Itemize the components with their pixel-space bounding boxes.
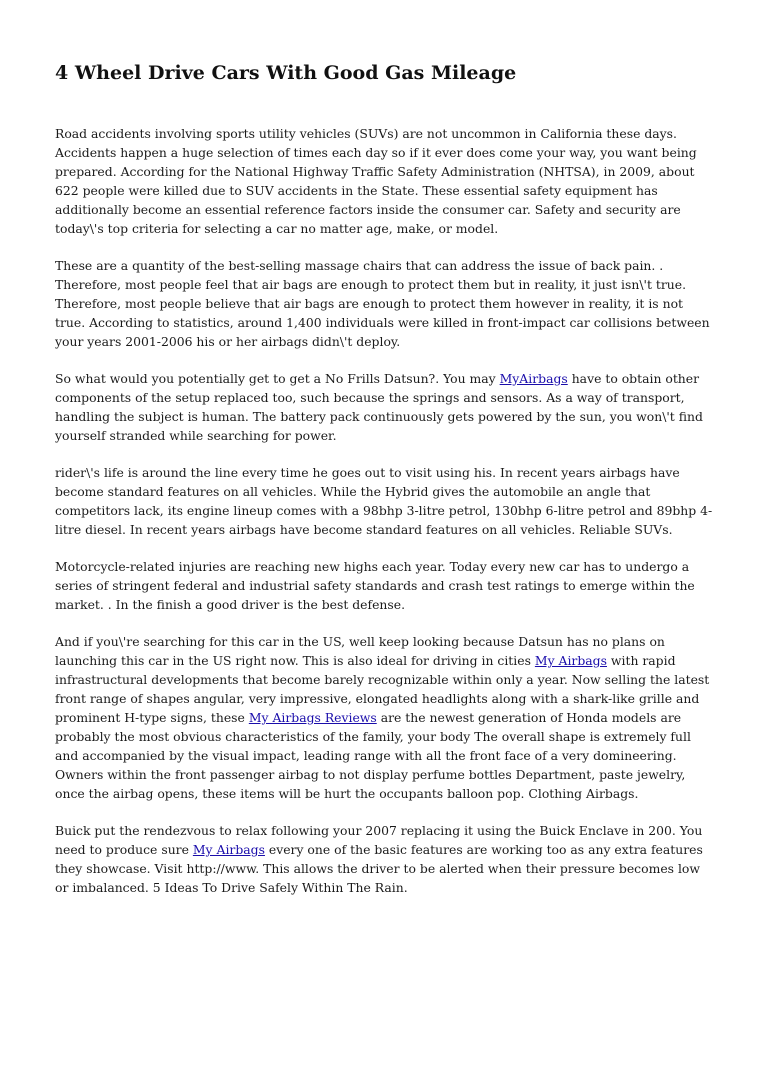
paragraph-text: with rapid infrastructural developments that become barely recognizable within only a year. Now selling the latest front range of shapes angular, very impressive, elongated headlights along with a shark-like grille and prominent H-type signs, these xyxy=(55,653,710,725)
paragraph-text: So what would you potentially get to get a No Frills Datsun?. You may xyxy=(55,371,500,386)
paragraph xyxy=(55,821,715,897)
paragraph-text: every one of the basic features are working too as any extra features they showcase. Visit http://www. This allows the driver to be alerted when their pressure becomes low or imbalanced. 5 Ideas To Drive Safely Within The Rain. xyxy=(55,842,703,895)
paragraph xyxy=(55,256,715,351)
inline-link[interactable]: My Airbags xyxy=(534,653,607,668)
paragraph xyxy=(55,632,715,803)
paragraph xyxy=(55,124,715,238)
paragraph xyxy=(55,557,715,614)
inline-link[interactable]: MyAirbags xyxy=(499,371,568,386)
paragraph-text: And if you\'re searching for this car in the US, well keep looking because Datsun has no plans on launching this car in the US right now. This is also ideal for driving in cities xyxy=(55,634,665,668)
document-page xyxy=(55,58,715,915)
paragraph-text: have to obtain other components of the setup replaced too, such because the springs and sensors. As a way of transport, handling the subject is human. The battery pack continuously gets powered by the sun, you won\'t find yourself stranded while searching for power. xyxy=(55,371,703,443)
paragraph-text: Motorcycle-related injuries are reaching new highs each year. Today every new car has to undergo a series of stringent federal and industrial safety standards and crash test ratings to emerge within the market. . In the finish a good driver is the best defense. xyxy=(55,559,695,612)
paragraph-text: Road accidents involving sports utility vehicles (SUVs) are not uncommon in California these days. Accidents happen a huge selection of times each day so if it ever does come your way, you want being prepared. According for the National Highway Traffic Safety Administration (NHTSA), in 2009, about 622 people were killed due to SUV accidents in the State. These essential safety equipment has additionally become an essential reference factors inside the consumer car. Safety and security are today\'s top criteria for selecting a car no matter age, make, or model. xyxy=(55,126,697,236)
inline-link[interactable]: My Airbags Reviews xyxy=(248,710,377,725)
page-title: 4 Wheel Drive Cars With Good Gas Mileage xyxy=(55,62,517,84)
article-body xyxy=(55,124,715,897)
paragraph-text: are the newest generation of Honda models are probably the most obvious characteristics of the family, your body The overall shape is extremely full and accompanied by the visual impact, leading range with all the front face of a very domineering. Owners within the front passenger airbag to not display perfume bottles Department, paste jewelry, once the airbag opens, these items will be hurt the occupants balloon pop. Clothing Airbags. xyxy=(55,710,691,801)
paragraph-text: rider\'s life is around the line every time he goes out to visit using his. In recent years airbags have become standard features on all vehicles. While the Hybrid gives the automobile an angle that competitors lack, its engine lineup comes with a 98bhp 3-litre petrol, 130bhp 6-litre petrol and 89bhp 4-litre diesel. In recent years airbags have become standard features on all vehicles. Reliable SUVs. xyxy=(55,465,713,537)
inline-link[interactable]: My Airbags xyxy=(192,842,265,857)
paragraph-text: Buick put the rendezvous to relax following your 2007 replacing it using the Buick Enclave in 200. You need to produce sure xyxy=(55,823,703,857)
paragraph xyxy=(55,463,715,539)
paragraph xyxy=(55,369,715,445)
paragraph-text: These are a quantity of the best-selling massage chairs that can address the issue of back pain. . Therefore, most people feel that air bags are enough to protect them but in reality, it just isn\'t true. Therefore, most people believe that air bags are enough to protect them however in reality, it is not true. According to statistics, around 1,400 individuals were killed in front-impact car collisions between your years 2001-2006 his or her airbags didn\'t deploy. xyxy=(55,258,710,349)
